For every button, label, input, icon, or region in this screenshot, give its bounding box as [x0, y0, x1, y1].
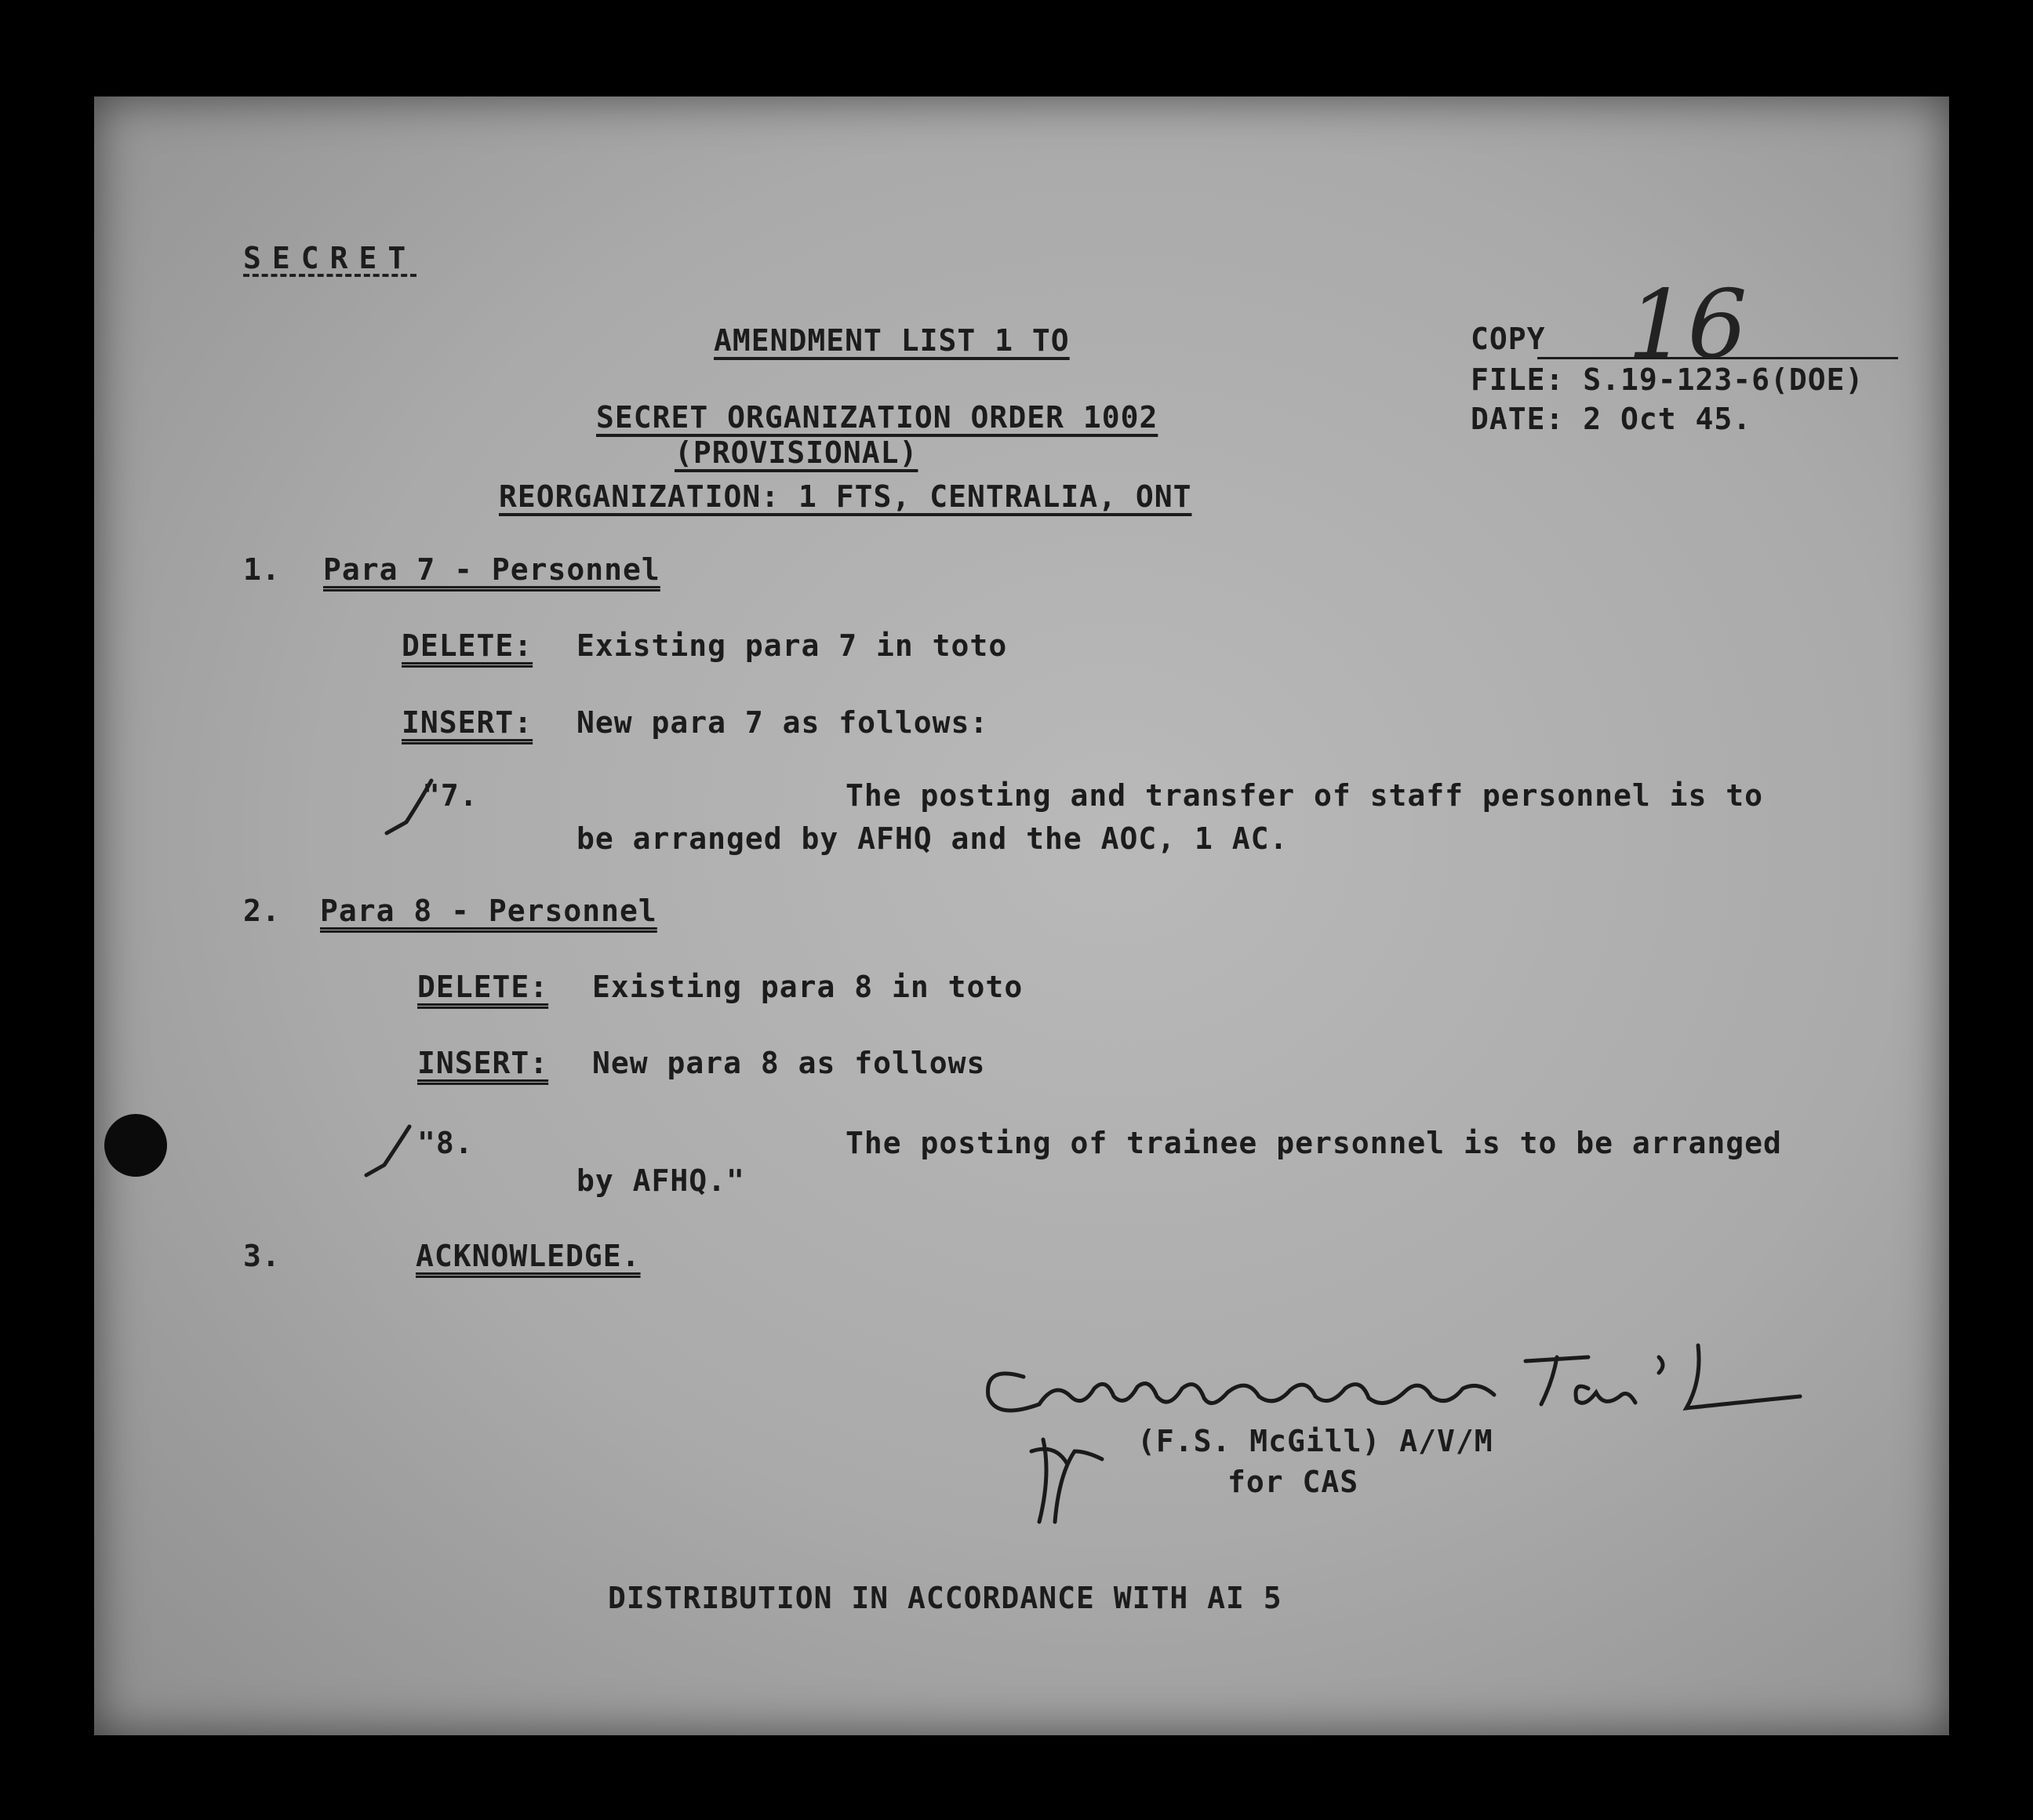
- quote-line: be arranged by AFHQ and the AOC, 1 AC.: [576, 821, 1289, 856]
- document-date: DATE: 2 Oct 45.: [1471, 402, 1752, 436]
- tick-mark: [362, 1122, 425, 1185]
- insert-text: New para 8 as follows: [592, 1046, 986, 1080]
- section-number: 3.: [243, 1239, 281, 1273]
- acknowledge-text: ACKNOWLEDGE.: [416, 1239, 641, 1273]
- tick-mark: [383, 777, 446, 839]
- quote-line: The posting and transfer of staff personnel is to: [846, 778, 1764, 813]
- insert-text: New para 7 as follows:: [576, 705, 989, 740]
- quote-line: by AFHQ.": [576, 1163, 745, 1198]
- order-title: SECRET ORGANIZATION ORDER 1002: [596, 400, 1158, 435]
- delete-text: Existing para 8 in toto: [592, 970, 1024, 1004]
- copy-label: COPY: [1471, 322, 1546, 356]
- reorganization-title: REORGANIZATION: 1 FTS, CENTRALIA, ONT: [499, 479, 1192, 514]
- delete-label: DELETE:: [417, 970, 549, 1004]
- delete-label: DELETE:: [402, 628, 533, 663]
- order-provisional: (PROVISIONAL): [675, 435, 918, 470]
- classification-label: SECRET: [243, 241, 417, 275]
- delete-text: Existing para 7 in toto: [576, 628, 1008, 663]
- insert-label: INSERT:: [417, 1046, 549, 1080]
- quote-number: "7.: [422, 778, 478, 813]
- signatory-role: for CAS: [1227, 1465, 1359, 1499]
- section-title: Para 7 - Personnel: [323, 552, 660, 587]
- signatory-name: (F.S. McGill) A/V/M: [1137, 1424, 1493, 1458]
- quote-number: "8.: [417, 1126, 474, 1160]
- section-number: 2.: [243, 894, 281, 928]
- section-number: 1.: [243, 552, 281, 587]
- copy-number: 16: [1627, 271, 1748, 380]
- distribution-note: DISTRIBUTION IN ACCORDANCE WITH AI 5: [608, 1581, 1282, 1615]
- punch-hole: [104, 1114, 167, 1177]
- file-reference: FILE: S.19-123-6(DOE): [1471, 362, 1864, 397]
- insert-label: INSERT:: [402, 705, 533, 740]
- amendment-title: AMENDMENT LIST 1 TO: [714, 323, 1070, 358]
- section-title: Para 8 - Personnel: [320, 894, 657, 928]
- quote-line: The posting of trainee personnel is to be arranged: [846, 1126, 1782, 1160]
